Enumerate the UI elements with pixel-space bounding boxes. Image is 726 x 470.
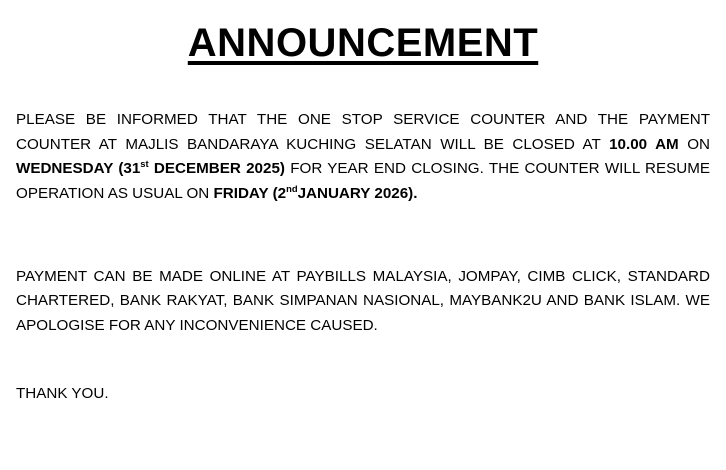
resume-day-ordinal: nd bbox=[286, 182, 298, 194]
notice-text-part-1: PLEASE BE INFORMED THAT THE ONE STOP SERVICE COUNTER AND THE PAYMENT COUNTER AT MAJLIS BANDARAYA KUCHING SELATAN WILL BE CLOSED AT bbox=[16, 111, 710, 153]
closing-day-ordinal: st bbox=[140, 158, 149, 170]
resume-day bbox=[213, 182, 298, 202]
page-title: ANNOUNCEMENT bbox=[187, 21, 539, 65]
closing-day bbox=[16, 160, 285, 177]
paragraph-payment-channels: PAYMENT CAN BE MADE ONLINE AT PAYBILLS MALAYSIA, JOMPAY, CIMB CLICK, STANDARD CHARTERED, BANK RAKYAT, BANK SIMPANAN NASIONAL, MAYBANK2U AND BANK ISLAM. WE APOLOGISE FOR ANY INCONVENIENCE CAUSED. bbox=[16, 267, 710, 334]
closing-day-text: WEDNESDAY (31 bbox=[16, 160, 141, 178]
paragraph-spacer-two bbox=[16, 338, 710, 382]
paragraph-thank-you: THANK YOU. bbox=[16, 385, 109, 403]
closing-date-text: DECEMBER 2025) bbox=[148, 160, 285, 178]
document-body bbox=[16, 108, 710, 407]
resume-day-text: FRIDAY (2 bbox=[213, 184, 287, 202]
paragraph-closure-notice bbox=[16, 108, 710, 207]
paragraph-spacer-one bbox=[16, 207, 710, 265]
notice-text-part-2: ON bbox=[678, 135, 710, 153]
notice-text-part-3: FOR YEAR END CLOSING. THE COUNTER WILL RESUME OPERATION AS USUAL ON bbox=[16, 160, 710, 202]
resume-date-text: JANUARY 2026). bbox=[297, 184, 418, 202]
closing-time: 10.00 AM bbox=[609, 135, 679, 153]
